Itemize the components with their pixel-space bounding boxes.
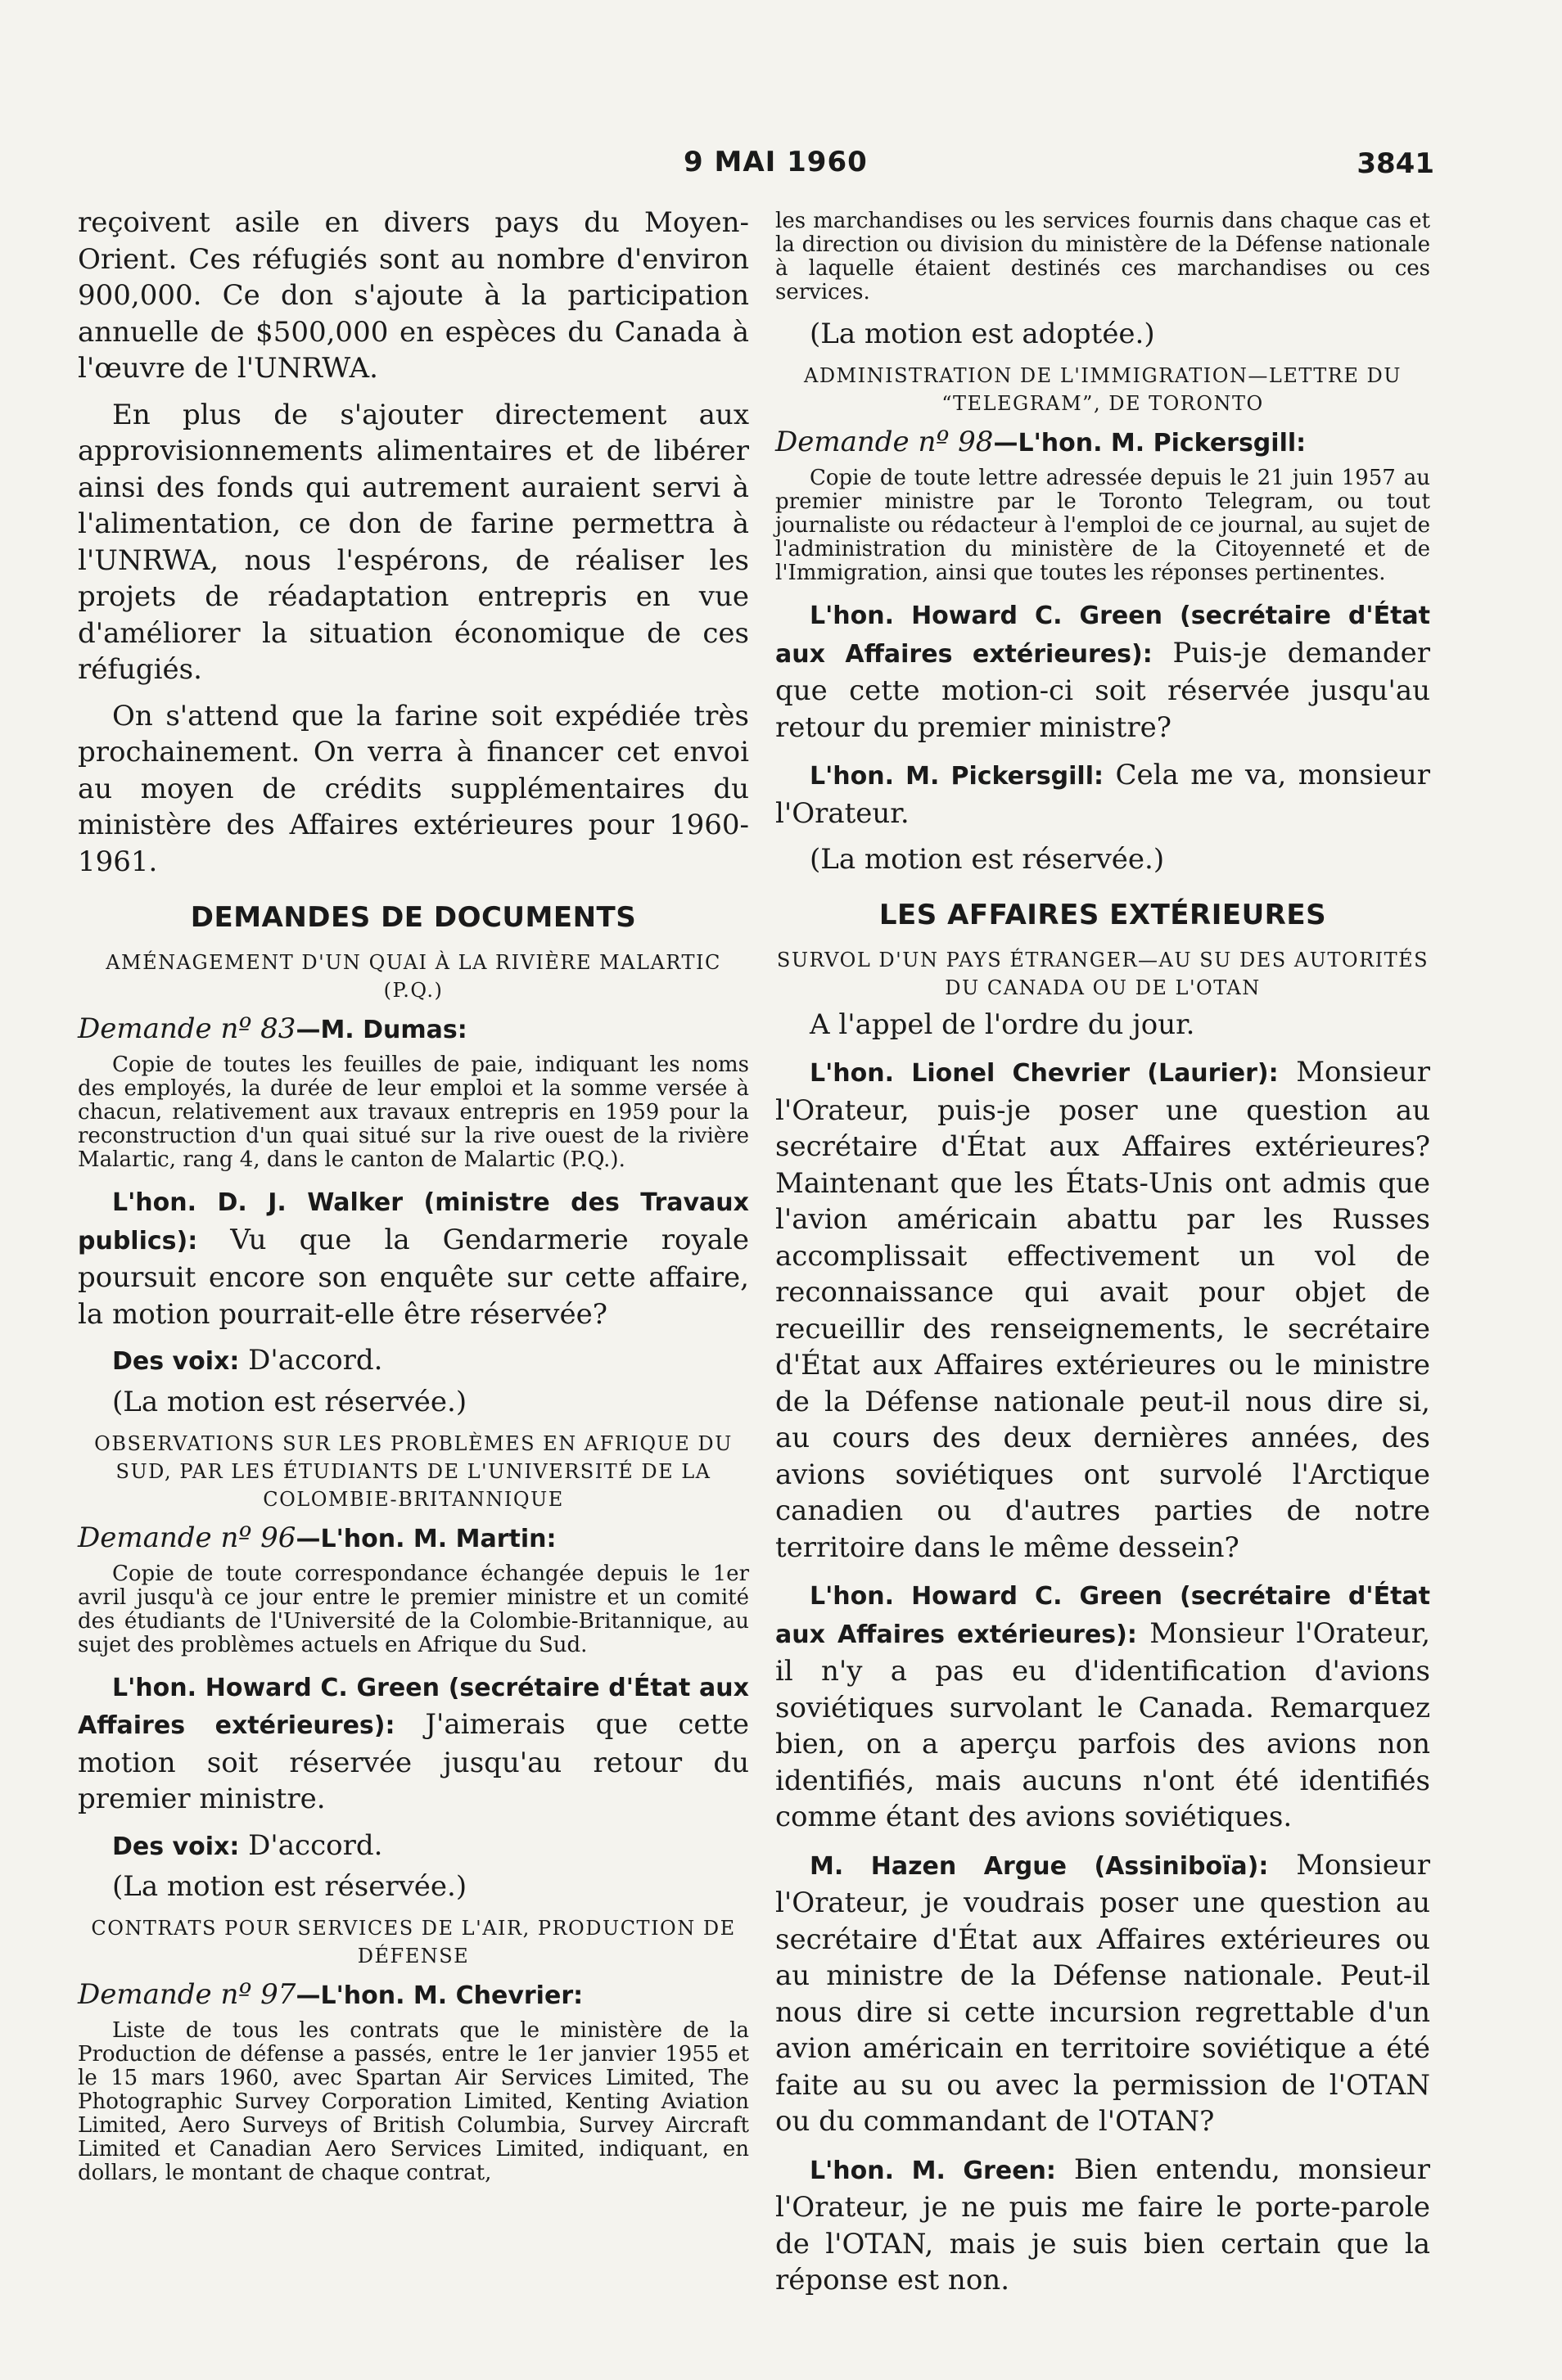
paragraph: En plus de s'ajouter directement aux approvisionnements alimentaires et de libérer ainsi des fonds qui autrement auraient servi à l'alimentation, ce don de farine permettra à l'UNRWA, nous l'espérons, de réaliser les projets de réadaptation entrepris en vue d'améliorer la situation économique de ces réfugiés. [78,398,749,686]
speech-text: D'accord. [239,1828,383,1862]
motion-status: (La motion est réservée.) [112,1385,467,1418]
request-number: Demande nº 97 [78,1978,296,2011]
request-number: Demande nº 83 [78,1012,296,1045]
speech-text: Monsieur l'Orateur, puis-je poser une question au secrétaire d'État aux Affaires extérieures? Maintenant que les États-Unis ont admis que l'avion américain abattu par les Russes accomplissait effectivement un vol de reconnaissance qui avait pour objet de recueillir des renseignements, le secrétaire d'État aux Affaires extérieures ou le ministre de la Défense nationale peut-il nous dire si, au cours des deux dernières années, des avions soviétiques ont survolé l'Arctique canadien ou d'autres parties de notre territoire dans le même dessein? [775,1056,1430,1564]
speech [78,1669,749,1818]
speech [775,597,1430,746]
sub-heading: CONTRATS POUR SERVICES DE L'AIR, PRODUCTION DE DÉFENSE [91,1917,736,1968]
speech [775,2152,1430,2299]
sub-heading: ADMINISTRATION DE L'IMMIGRATION—LETTRE DU “TELEGRAM”, DE TORONTO [803,364,1402,415]
request-member: —L'hon. M. Pickersgill: [993,429,1307,458]
motion-status: (La motion est réservée.) [810,843,1165,876]
speaker-name: L'hon. Lionel Chevrier (Laurier): [810,1059,1279,1088]
section-heading: DEMANDES DE DOCUMENTS [190,901,637,934]
motion-status: (La motion est adoptée.) [810,318,1155,350]
sub-heading: OBSERVATIONS SUR LES PROBLÈMES EN AFRIQUE DU SUD, PAR LES ÉTUDIANTS DE L'UNIVERSITÉ DE LA COLOMBIE-BRITANNIQUE [94,1431,733,1511]
page-date: 9 MAI 1960 [684,146,868,178]
speech-text: Cela me va, monsieur l'Orateur. [775,759,1430,830]
section-heading: LES AFFAIRES EXTÉRIEURES [878,899,1327,931]
speaker-name: L'hon. Howard C. Green (secrétaire d'État aux Affaires extérieures): [775,1582,1430,1649]
right-column [775,205,1430,2309]
speech-text: Monsieur l'Orateur, il n'y a pas eu d'identification d'avions soviétiques survolant le Canada. Remarquez bien, on a aperçu parfois des avions non identifiés, mais aucuns n'ont été identifiés comme étant des avions soviétiques. [775,1616,1430,1833]
speech-text: Bien entendu, monsieur l'Orateur, je ne puis me faire le porte-parole de l'OTAN, mais je suis bien certain que la réponse est non. [775,2152,1430,2297]
page-number: 3841 [1357,147,1434,180]
request-number: Demande nº 98 [775,426,994,458]
request-member: —L'hon. M. Martin: [296,1524,557,1553]
speech-text: J'aimerais que cette motion soit réservée jusqu'au retour du premier ministre. [78,1708,749,1815]
request-member: —M. Dumas: [296,1016,467,1044]
request-text: Copie de toutes les feuilles de paie, indiquant les noms des employés, la durée de leur emploi et la somme versée à chacun, relativement aux travaux entrepris en 1959 pour la reconstruction d'un quai situé sur la rive ouest de la rivière Malartic, rang 4, dans le canton de Malartic (P.Q.). [78,1053,749,1172]
speech [775,1054,1430,1566]
speech [775,757,1430,832]
request-line [78,1011,749,1048]
request-line [775,424,1430,462]
speech-text: Monsieur l'Orateur, je voudrais poser une question au secrétaire d'État aux Affaires extérieures ou au ministre de la Défense nationale. Peut-il nous dire si cette incursion regrettable d'un avion américain en territoire soviétique a été faite au su ou avec la permission de l'OTAN ou du commandant de l'OTAN? [775,1848,1430,2138]
request-text: Copie de toute correspondance échangée depuis le 1er avril jusqu'à ce jour entre le premier ministre et un comité des étudiants de l'Université de la Colombie-Britannique, au sujet des problèmes actuels en Afrique du Sud. [78,1561,749,1657]
speech [775,1577,1430,1836]
request-text: Liste de tous les contrats que le ministère de la Production de défense a passés, entre le 1er janvier 1955 et le 15 mars 1960, avec Spartan Air Services Limited, The Photographic Survey Corporation Limited, Kenting Aviation Limited, Aero Surveys of British Columbia, Survey Aircraft Limited et Canadian Aero Services Limited, indiquant, en dollars, le montant de chaque contrat, [78,2018,749,2185]
paragraph: reçoivent asile en divers pays du Moyen-Orient. Ces réfugiés sont au nombre d'environ 900,000. Ce don s'ajoute à la participation annuelle de $500,000 en espèces du Canada à l'œuvre de l'UNRWA. [78,206,749,385]
sub-heading: AMÉNAGEMENT D'UN QUAI À LA RIVIÈRE MALARTIC (P.Q.) [106,951,721,1002]
request-text: Copie de toute lettre adressée depuis le 21 juin 1957 au premier ministre par le Toronto Telegram, ou tout journaliste ou rédacteur à l'emploi de ce journal, au sujet de l'administration du ministère de la Citoyenneté et de l'Immigration, ainsi que toutes les réponses pertinentes. [775,466,1430,585]
speech [78,1828,749,1866]
sub-heading: SURVOL D'UN PAYS ÉTRANGER—AU SU DES AUTORITÉS DU CANADA OU DE L'OTAN [776,949,1429,999]
request-text: les marchandises ou les services fournis dans chaque cas et la direction ou division du ministère de la Défense nationale à laquelle étaient destinés ces marchandises ou ces services. [775,209,1430,304]
speaker-name: Des voix: [112,1832,240,1861]
speaker-name: L'hon. M. Green: [810,2156,1056,2185]
speaker-name: L'hon. Howard C. Green (secrétaire d'État aux Affaires extérieures): [78,1673,749,1740]
speaker-name: L'hon. Howard C. Green (secrétaire d'État aux Affaires extérieures): [775,602,1430,669]
speech [775,1847,1430,2140]
orders-of-the-day: A l'appel de l'ordre du jour. [810,1008,1195,1041]
speaker-name: M. Hazen Argue (Assiniboïa): [810,1851,1269,1881]
speech-text: Vu que la Gendarmerie royale poursuit encore son enquête sur cette affaire, la motion pourrait-elle être réservée? [78,1223,749,1331]
motion-status: (La motion est réservée.) [112,1870,467,1903]
speaker-name: L'hon. M. Pickersgill: [810,762,1104,791]
speech-text: D'accord. [239,1344,383,1377]
page-header [0,146,1562,195]
speech [78,1342,749,1381]
speaker-name: Des voix: [112,1347,240,1376]
speech [78,1183,749,1332]
request-line [78,1520,749,1557]
speech-text: Puis-je demander que cette motion-ci soit réservée jusqu'au retour du premier ministre? [775,636,1430,744]
request-line [78,1977,749,2014]
request-number: Demande nº 96 [78,1521,296,1554]
request-member: —L'hon. M. Chevrier: [296,1981,584,2010]
speaker-name: L'hon. D. J. Walker (ministre des Travaux publics): [78,1188,749,1255]
paragraph: On s'attend que la farine soit expédiée très prochainement. On verra à financer cet envoi au moyen de crédits supplémentaires du ministère des Affaires extérieures pour 1960-1961. [78,699,749,878]
left-column [78,205,749,2197]
